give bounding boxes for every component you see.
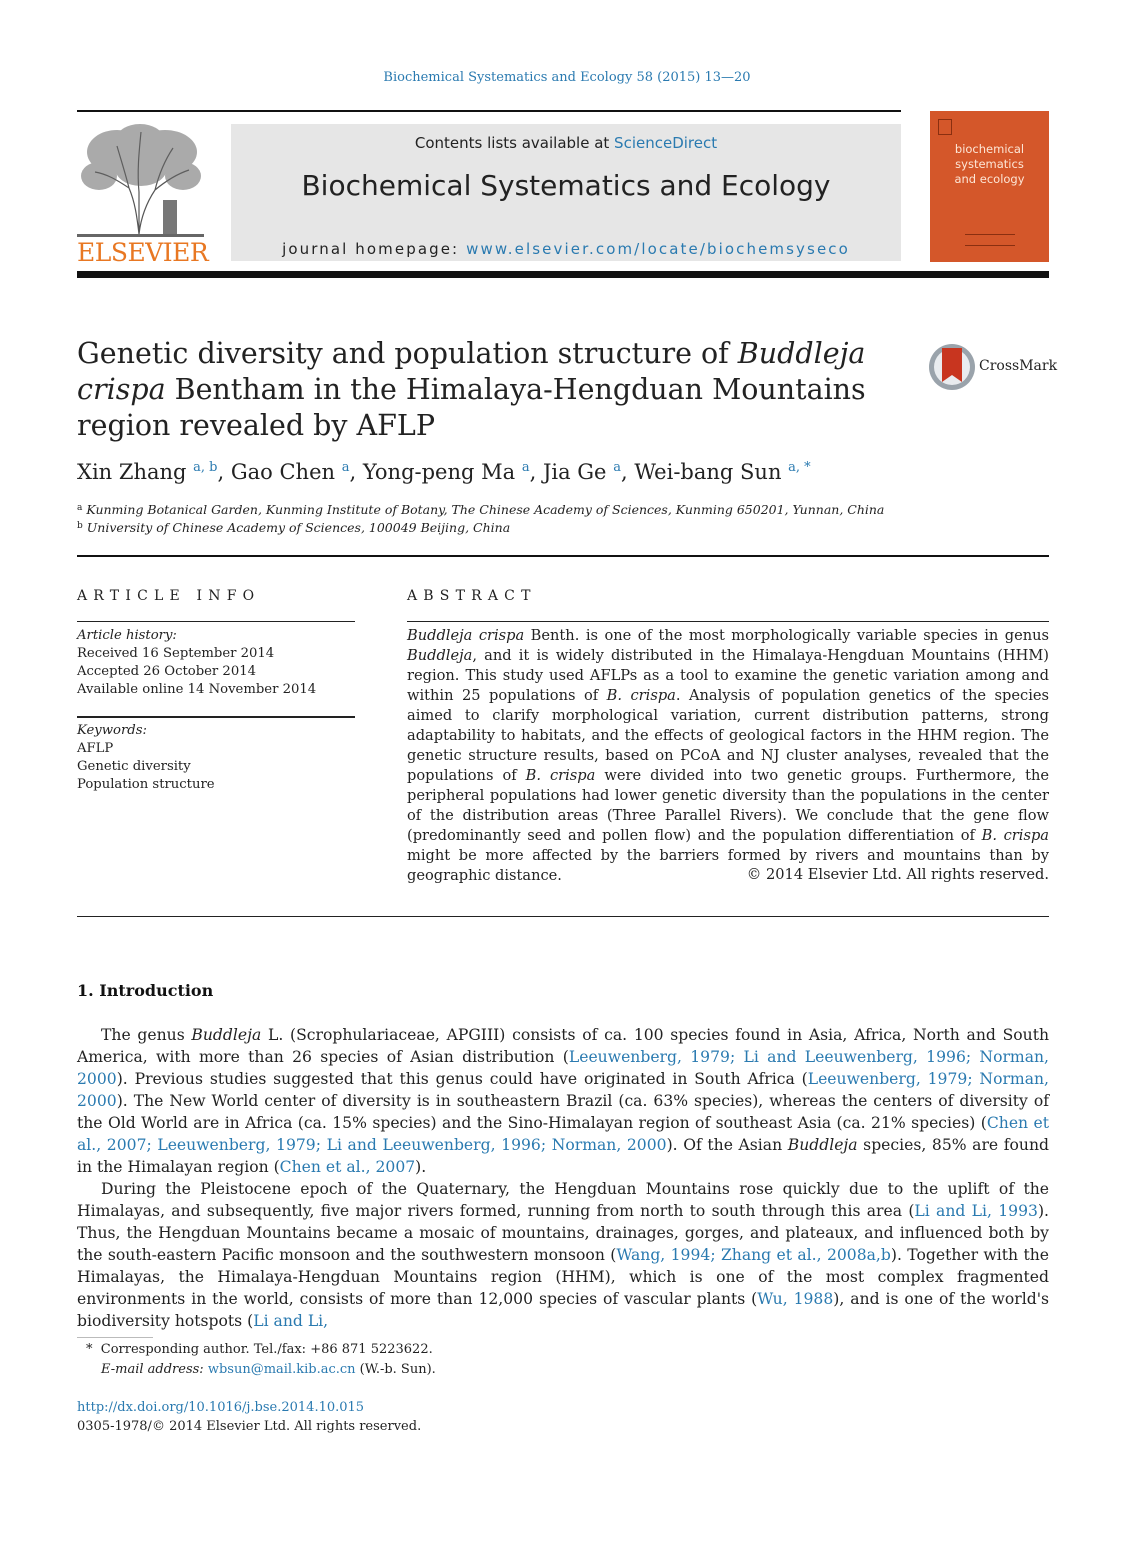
email-suffix: (W.-b. Sun).: [355, 1362, 436, 1377]
abstract-heading: ABSTRACT: [407, 588, 537, 604]
journal-cover-thumbnail[interactable]: [930, 111, 1049, 262]
cover-sciencedirect-mark: [965, 234, 1015, 246]
received-date: Received 16 September 2014: [77, 646, 275, 661]
journal-banner: [231, 124, 901, 261]
affiliation-text: Kunming Botanical Garden, Kunming Institute of Botany, The Chinese Academy of Sciences, Kunming 650201, Yunnan, China: [86, 502, 885, 517]
abstract-italic: Buddleja crispa: [407, 627, 525, 644]
cover-title-line: biochemical: [954, 142, 1025, 156]
intro-text: L. (Scrophulariaceae, APGIII) consists of ca. 100 species found in Asia, Africa, North and South America, with more than 26 species of Asian distribution (: [77, 1026, 1049, 1066]
abstract-italic: B. crispa: [525, 767, 596, 784]
intro-text: ). Thus, the Hengduan Mountains became a mosaic of mountains, drainages, gorges, and plateaux, and influenced both by the south-eastern Pacific monsoon and the southwestern monsoon (: [77, 1202, 1049, 1264]
article-info-heading: ARTICLE INFO: [77, 588, 261, 604]
issn-line: 0305-1978/© 2014 Elsevier Ltd. All rights reserved.: [77, 1419, 422, 1434]
intro-italic: Buddleja: [191, 1026, 262, 1044]
contents-prefix: Contents lists available at: [414, 134, 615, 152]
info-rule: [77, 621, 355, 622]
homepage-link[interactable]: www.elsevier.com/locate/biochemsyseco: [466, 240, 850, 258]
citation-link[interactable]: Li and Li,: [253, 1312, 329, 1330]
title-rule: [77, 555, 1049, 557]
citation-link[interactable]: Li and Li, 1993: [914, 1202, 1038, 1220]
citation-link[interactable]: Chen et al., 2007; Leeuwenberg, 1979; Li and Leeuwenberg, 1996; Norman, 2000: [77, 1114, 1049, 1154]
cover-title-line: systematics: [955, 157, 1024, 171]
author-affiliation-marks[interactable]: a, *: [788, 460, 811, 475]
author-name: Xin Zhang: [77, 460, 187, 484]
intro-text: ), and is one of the world's biodiversity hotspots (: [77, 1290, 1049, 1330]
crossmark-label: CrossMark: [979, 358, 1058, 374]
author-name: Gao Chen: [230, 460, 336, 484]
author-affiliation-marks[interactable]: a: [613, 460, 621, 475]
journal-title: Biochemical Systematics and Ecology: [301, 169, 831, 202]
intro-paragraph: [77, 1024, 1049, 1178]
intro-text: ). Of the Asian: [666, 1136, 788, 1154]
section-heading-introduction: 1. Introduction: [77, 981, 214, 1000]
affiliation-b: [77, 520, 1057, 535]
email-label: E-mail address:: [101, 1362, 204, 1377]
intro-text: During the Pleistocene epoch of the Quaternary, the Hengduan Mountains rose quickly due to the uplift of the Himalayas, and subsequently, five major rivers formed, running from north to south through this area (: [77, 1180, 1049, 1220]
doi-link[interactable]: http://dx.doi.org/10.1016/j.bse.2014.10.015: [77, 1400, 365, 1415]
author-name: Wei-bang Sun: [634, 460, 782, 484]
crossmark-icon: [927, 342, 977, 392]
abstract-rule: [407, 621, 1049, 622]
author-name: Yong-peng Ma: [362, 460, 516, 484]
header-rule: [77, 110, 901, 112]
header-thick-rule: [77, 271, 1049, 278]
abstract-text: [407, 626, 1049, 886]
title-part: Bentham in the Himalaya-Hengduan Mountains region revealed by AFLP: [77, 373, 866, 442]
author-affiliation-marks[interactable]: a, b: [193, 460, 218, 475]
author-name: Jia Ge: [542, 460, 607, 484]
abstract-text: . Analysis of population genetics of the species aimed to clarify morphological variation, current distribution patterns, strong adaptability to habitats, and the effects of geological factors in the HHM region. The genetic structure results, based on PCoA and NJ cluster analyses, revealed that the populations of: [407, 687, 1049, 784]
intro-text: ). The New World center of diversity is in southeastern Brazil (ca. 63% species), whereas the centers of diversity of the Old World are in Africa (ca. 15% species) and the Sino-Himalayan region of southeast Asia (ca. 21% species) (: [77, 1092, 1049, 1132]
email-note: [101, 1362, 436, 1377]
abstract-italic: B. crispa: [606, 687, 676, 704]
abstract-italic: B. crispa: [981, 827, 1049, 844]
intro-text: ).: [415, 1158, 427, 1176]
author-affiliation-marks[interactable]: a: [521, 460, 530, 475]
contents-line: [231, 134, 901, 152]
online-date: Available online 14 November 2014: [77, 682, 317, 697]
keyword: AFLP: [77, 741, 114, 756]
footnote-star: *: [86, 1342, 93, 1357]
email-link[interactable]: wbsun@mail.kib.ac.cn: [207, 1362, 356, 1377]
info-rule: [77, 716, 355, 718]
citation-link[interactable]: Chen et al., 2007: [279, 1158, 416, 1176]
corresponding-text: Corresponding author. Tel./fax: +86 871 5223622.: [100, 1342, 433, 1357]
abstract-text: Benth. is one of the most morphologically variable species in genus: [524, 627, 1050, 644]
homepage-prefix: journal homepage:: [282, 240, 467, 258]
intro-paragraph: [77, 1178, 1049, 1332]
citation-link[interactable]: Leeuwenberg, 1979; Norman, 2000: [77, 1070, 1049, 1110]
affiliation-a: [77, 502, 1057, 517]
cover-logo-icon: [938, 119, 952, 135]
citation-link[interactable]: Wu, 1988: [757, 1290, 834, 1308]
elsevier-logo[interactable]: [77, 122, 209, 267]
title-part: Genetic diversity and population structure of: [77, 337, 738, 370]
intro-text: ). Together with the Himalayas, the Himalaya-Hengduan Mountains region (HHM), which is one of the most complex fragmented environments in the world, consists of more than 12,000 species of vascular plants (: [77, 1246, 1049, 1308]
intro-text: The genus: [101, 1026, 192, 1044]
author-list: Xin Zhang $^{a, b}$, Gao Chen $^a$, Yong-peng Ma $^a$, Jia Ge $^a$, Wei-bang Sun $^{a, *}$: [77, 460, 811, 484]
intro-italic: Buddleja: [787, 1136, 858, 1154]
journal-homepage-line: [231, 240, 901, 258]
citation-link[interactable]: Wang, 1994; Zhang et al., 2008a,b: [616, 1246, 891, 1264]
abstract-end-rule: [77, 916, 1049, 917]
article-title: [77, 336, 907, 444]
intro-text: species, 85% are found in the Himalayan region (: [77, 1136, 1050, 1176]
sciencedirect-link[interactable]: ScienceDirect: [614, 134, 718, 152]
article-history: [77, 627, 355, 699]
history-label: Article history:: [77, 628, 177, 643]
keywords: [77, 722, 355, 794]
author-affiliation-marks[interactable]: a: [341, 460, 350, 475]
abstract-italic: Buddleja: [407, 647, 473, 664]
affiliation-mark: a: [77, 503, 83, 513]
cover-title-line: and ecology: [954, 172, 1025, 186]
abstract-copyright: © 2014 Elsevier Ltd. All rights reserved.: [746, 866, 1049, 883]
corresponding-author-note: [86, 1342, 433, 1357]
citation-link[interactable]: Leeuwenberg, 1979; Li and Leeuwenberg, 1996; Norman, 2000: [77, 1048, 1049, 1088]
elsevier-wordmark: ELSEVIER: [77, 238, 209, 267]
affiliation-mark: b: [77, 521, 83, 531]
journal-citation[interactable]: Biochemical Systematics and Ecology 58 (2015) 13—20: [383, 70, 751, 85]
accepted-date: Accepted 26 October 2014: [77, 664, 256, 679]
footnote-rule: [77, 1337, 153, 1338]
cover-title: [930, 142, 1049, 187]
abstract-text: might be more affected by the barriers formed by rivers and mountains than by geographic distance.: [407, 847, 1049, 884]
affiliation-text: University of Chinese Academy of Sciences, 100049 Beijing, China: [86, 520, 511, 535]
introduction-body: [77, 1024, 1049, 1332]
title-species: Buddleja crispa: [77, 337, 866, 406]
keyword: Genetic diversity: [77, 759, 191, 774]
crossmark-button[interactable]: [927, 342, 1058, 392]
abstract-text: were divided into two genetic groups. Furthermore, the peripheral populations had lower genetic diversity than the populations in the center of the distribution areas (Three Parallel Rivers). We conclude that the gene flow (predominantly seed and pollen flow) and the population differentiation of: [407, 767, 1049, 844]
keyword: Population structure: [77, 777, 215, 792]
abstract-text: , and it is widely distributed in the Himalaya-Hengduan Mountains (HHM) region. This study used AFLPs as a tool to examine the genetic variation among and within 25 populations of: [407, 647, 1049, 704]
keywords-label: Keywords:: [77, 723, 147, 738]
intro-text: ). Previous studies suggested that this genus could have originated in South Africa (: [116, 1070, 808, 1088]
